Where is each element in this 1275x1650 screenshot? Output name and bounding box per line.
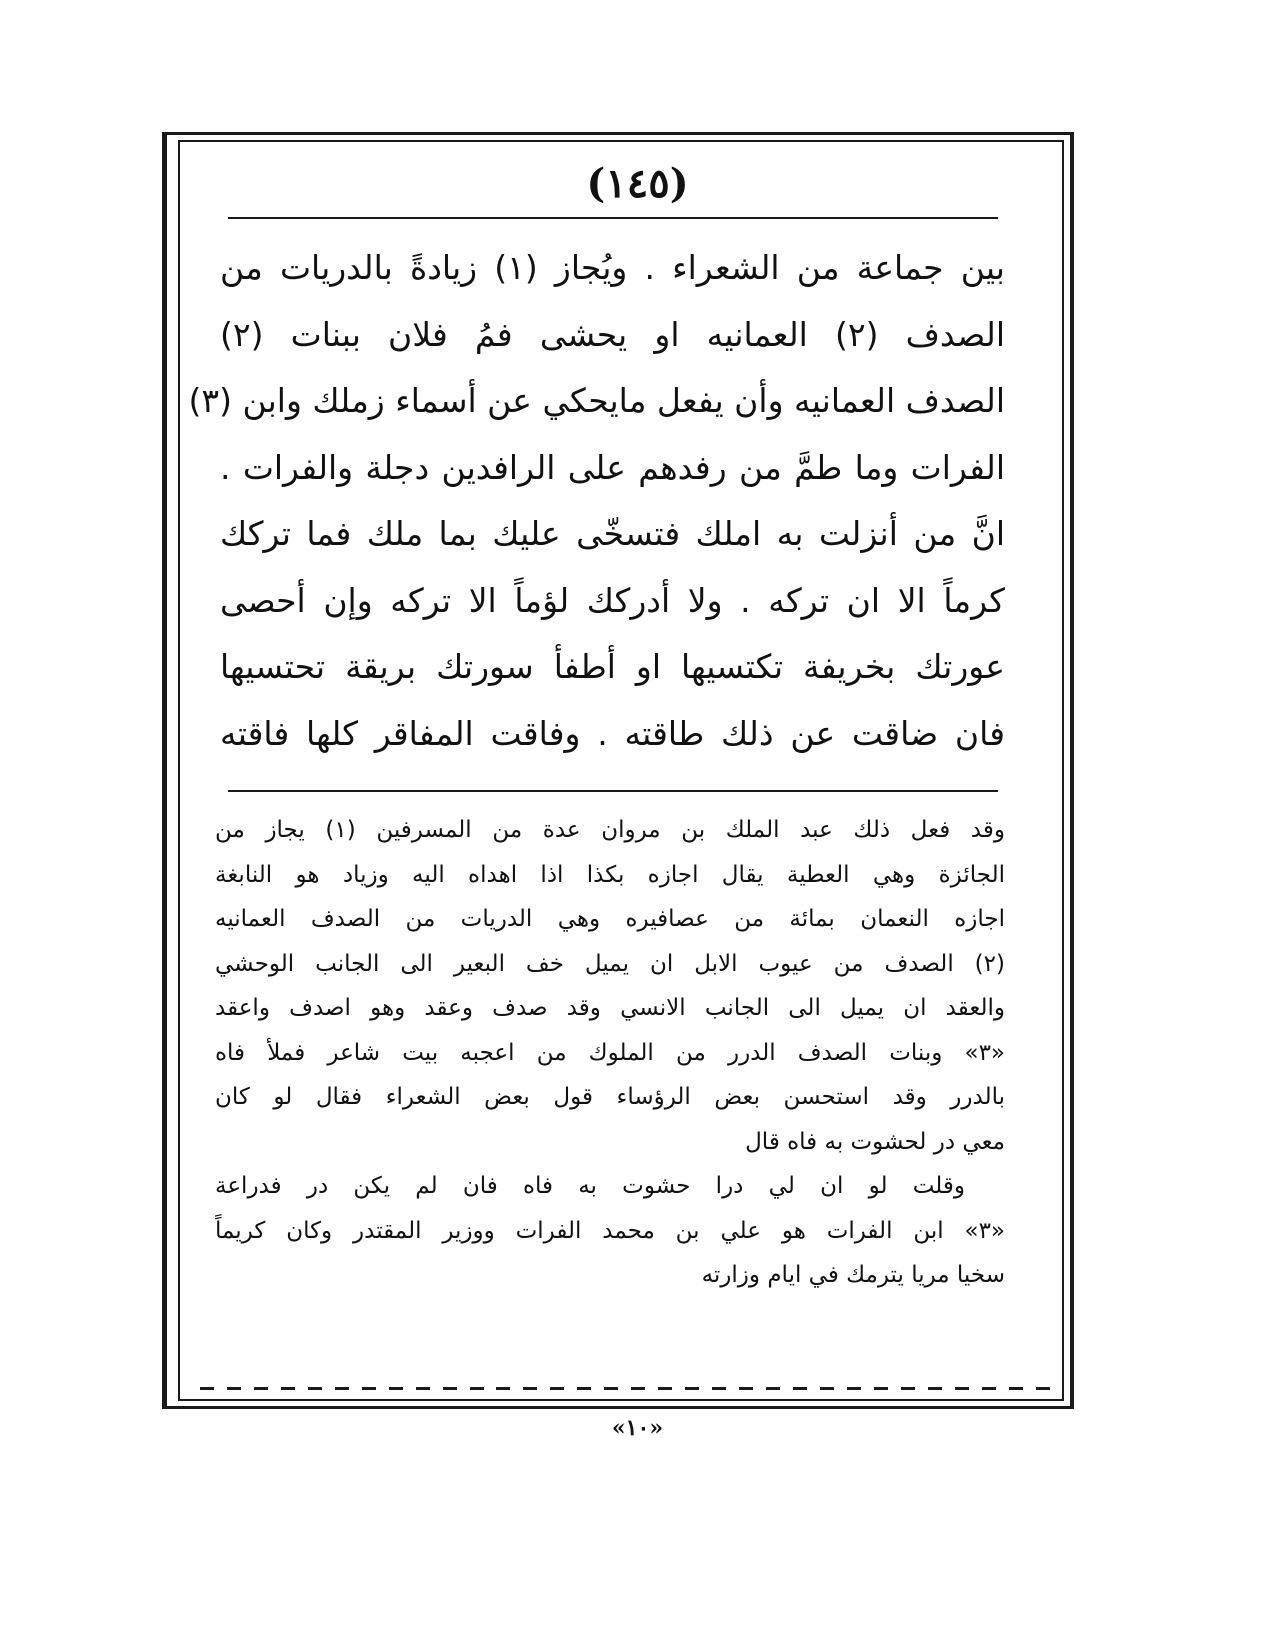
page-number: (١٤٥) (586, 160, 689, 207)
footnote-rule (228, 790, 998, 792)
main-line: عورتك بخريفة تكتسيها او أطفأ سورتك بريقة تحتسيها (220, 647, 1005, 686)
footnote-line: «٣» وبنات الصدف الدرر من الملوك من اعجبه بيت شاعر فملأ فاه (215, 1039, 1005, 1066)
bottom-dashed-rule (200, 1387, 1050, 1391)
main-line: الصدف (٢) العمانيه او يحشى فمُ فلان ببنات (٢) (220, 314, 1005, 354)
footnote-line: والعقد ان يميل الى الجانب الانسي وقد صدف وعقد وهو اصدف واعقد (215, 995, 1005, 1021)
header-rule (228, 217, 998, 219)
footnote-line: الجائزة وهي العطية يقال اجازه بكذا اذا اهداه اليه وزياد هو النابغة (215, 861, 1005, 888)
footnote-line: (٢) الصدف من عيوب الابل ان يميل خف البعير الى الجانب الوحشي (215, 950, 1005, 977)
footnotes (215, 808, 1005, 1298)
signature-mark: «١٠» (611, 1415, 664, 1441)
footnote-line: معي در لحشوت به فاه قال (745, 1128, 1005, 1155)
footnote-line: وقد فعل ذلك عبد الملك بن مروان عدة من المسرفين (١) يجاز من (215, 817, 1005, 843)
main-line: فان ضاقت عن ذلك طاقته . وفاقت المفاقر كلها فاقته (220, 713, 1005, 753)
footnote-line: سخيا مريا يترمك في ايام وزارته (701, 1262, 1005, 1288)
footnote-line: اجازه النعمان بمائة من عصافيره وهي الدريات من الصدف العمانيه (215, 906, 1005, 932)
footnote-verse: وقلت لو ان لي درا حشوت به فاه فان لم يكن در فدراعة (215, 1173, 965, 1199)
main-line: الصدف العمانيه وأن يفعل مايحكي عن أسماء زملك وابن (٣) (188, 381, 1005, 420)
main-text (188, 235, 1005, 767)
footnote-line: بالدرر وقد استحسن بعض الرؤساء قول بعض الشعراء فقال لو كان (215, 1084, 1005, 1110)
main-line: انَّ من أنزلت به املك فتسخّى عليك بما ملك فما تركك (220, 514, 1005, 553)
main-line: الفرات وما طمَّ من رفدهم على الرافدين دجلة والفرات . (220, 447, 1005, 487)
main-line: كرماً الا ان تركه . ولا أدركك لؤماً الا تركه وإن أحصى (220, 580, 1005, 620)
main-line: بين جماعة من الشعراء . ويُجاز (١) زيادةً بالدريات من (220, 248, 1005, 287)
footnote-line: «٣» ابن الفرات هو علي بن محمد الفرات ووزير المقتدر وكان كريماً (215, 1217, 1005, 1244)
